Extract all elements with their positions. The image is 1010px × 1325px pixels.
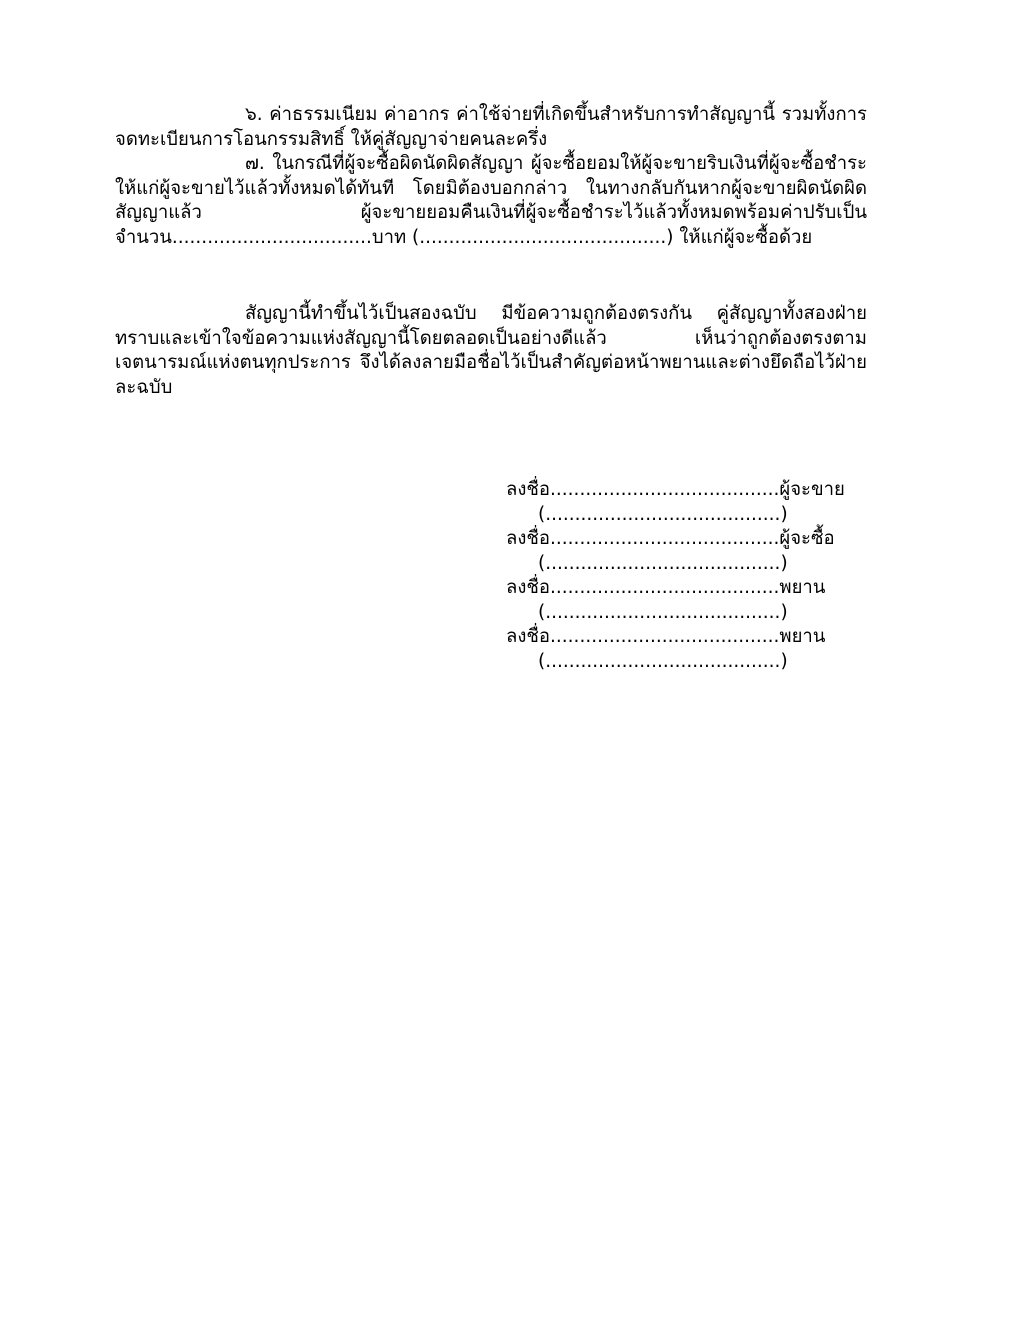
clause-6: ๖. ค่าธรรมเนียม ค่าอากร ค่าใช้จ่ายที่เกิดขึ้นสำหรับการทำสัญญานี้ รวมทั้งการจดทะเบียนการโอนกรรมสิทธิ์ ให้คู่สัญญาจ่ายคนละครึ่ง: [115, 104, 867, 150]
signature-name-witness-2: (........................................): [538, 650, 788, 672]
signature-line-witness-1: ลงชื่อ.......................................พยาน: [506, 577, 826, 598]
signature-line-seller: ลงชื่อ.......................................ผู้จะขาย: [506, 479, 845, 500]
signature-block: [506, 478, 866, 674]
signature-name-seller: (........................................): [538, 503, 788, 525]
signature-line-witness-2: ลงชื่อ.......................................พยาน: [506, 626, 826, 647]
clause-7: ๗. ในกรณีที่ผู้จะซื้อผิดนัดผิดสัญญา ผู้จะซื้อยอมให้ผู้จะขายริบเงินที่ผู้จะซื้อชำระให้แก่ผู้จะขายไว้แล้วทั้งหมดได้ทันที โดยมิต้องบอกกล่าว ในทางกลับกันหากผู้จะขายผิดนัดผิดสัญญาแล้ว ผู้จะขายยอมคืนเงินที่ผู้จะซื้อชำระไว้แล้วทั้งหมดพร้อมค่าปรับเป็นจำนวน..................................บาท (..........................................) ให้แก่ผู้จะซื้อด้วย: [115, 153, 867, 248]
signature-name-buyer: (........................................): [538, 552, 788, 574]
closing-paragraph: สัญญานี้ทำขึ้นไว้เป็นสองฉบับ มีข้อความถูกต้องตรงกัน คู่สัญญาทั้งสองฝ่ายทราบและเข้าใจข้อความแห่งสัญญานี้โดยตลอดเป็นอย่างดีแล้ว เห็นว่าถูกต้องตรงตามเจตนารมณ์แห่งตนทุกประการ จึงได้ลงลายมือชื่อไว้เป็นสำคัญต่อหน้าพยานและต่างยึดถือไว้ฝ่ายละฉบับ: [115, 303, 867, 398]
signature-name-witness-1: (........................................): [538, 601, 788, 623]
signature-line-buyer: ลงชื่อ.......................................ผู้จะซื้อ: [506, 528, 835, 549]
